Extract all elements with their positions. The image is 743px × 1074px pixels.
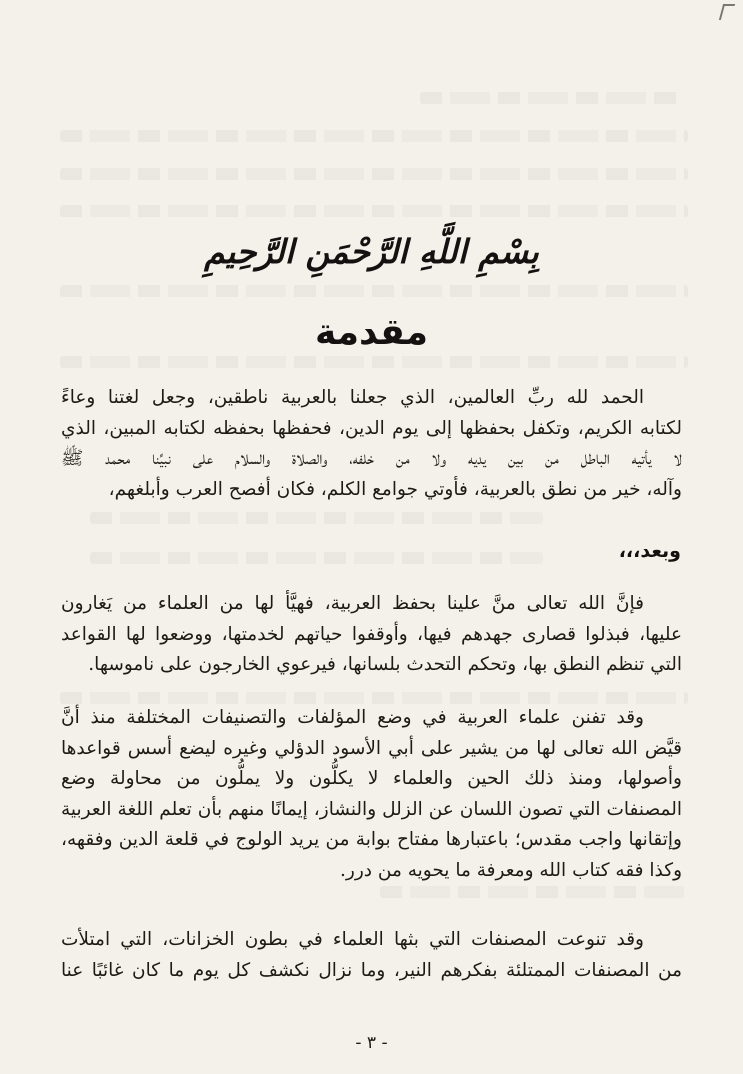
show-through-line [60,205,688,217]
text-line: لكتابه الكريم، وتكفل بحفظها إلى يوم الدين، فحفظها بحفظه لكتابه المبين، الذي [61,417,682,439]
text-line: وقد تنوعت المصنفات التي بثها العلماء في بطون الخزانات، التي امتلأت [61,929,644,950]
show-through-line [380,886,688,898]
show-through-line [90,512,543,524]
section-heading-wabaad: وبعد،،، [618,540,681,562]
show-through-line [90,552,543,564]
paragraph-opening-praise [61,383,682,505]
show-through-line [60,130,688,142]
page-corner-mark [719,4,735,20]
text-line: فإنَّ الله تعالى منَّ علينا بحفظ العربية، فهيَّأ لها من العلماء من يَغارون [61,593,644,614]
text-line: لا يأتيه الباطل من بين يديه ولا من خلفه، والصلاة والسلام على نبيِّنا محمد ﷺ [61,448,682,469]
paragraph-scholars [61,703,682,886]
text-line: وكذا فقه كتاب الله ومعرفة ما يحويه من درر. [340,859,682,881]
text-line: المصنفات التي تصون اللسان عن الزلل والنشاز، إيمانًا منهم بأن تعلم اللغة العربية [61,798,682,820]
show-through-line [60,356,688,368]
show-through-line [420,92,683,104]
text-line: من المصنفات الممتلئة بفكرهم النير، وما نزال نكشف كل يوم ما كان غائبًا عنا [61,959,682,981]
text-line: وأصولها، ومنذ ذلك الحين والعلماء لا يكلُّون ولا يملُّون من محاولة وضع [61,768,682,789]
text-line: وقد تفنن علماء العربية في وضع المؤلفات والتصنيفات المختلفة منذ أنَّ [61,707,644,728]
paragraph-works [61,925,682,986]
page-number: - ٣ - [355,1033,388,1053]
text-line: الحمد لله ربِّ العالمين، الذي جعلنا بالعربية ناطقين، وجعل لغتنا وعاءً [61,387,644,408]
basmala-calligraphy: بِسْمِ اللَّهِ الرَّحْمَنِ الرَّحِيمِ [204,232,539,271]
text-line: وآله، خير من نطق بالعربية، فأوتي جوامع الكلم، فكان أفصح العرب وأبلغهم، [108,478,682,500]
show-through-line [60,285,688,297]
text-line: عليها، فبذلوا قصارى جهدهم فيها، وأوقفوا حياتهم لخدمتها، ووضعوا لها القواعد [61,623,682,645]
show-through-line [60,168,688,180]
paragraph-preservation [61,589,682,681]
page-title: مقدمة [314,312,429,353]
text-line: وإتقانها واجب مقدس؛ باعتبارها مفتاح بوابة من يريد الولوج في قلعة الدين وفقهه، [61,829,682,850]
text-line: قيَّض الله تعالى لها من يشير على أبي الأسود الدؤلي وغيره ليضع أسس قواعدها [61,737,682,759]
text-line: التي تنظم النطق بها، وتحكم التحدث بلسانها، فيرعوي الخارجون على ناموسها. [88,654,682,675]
